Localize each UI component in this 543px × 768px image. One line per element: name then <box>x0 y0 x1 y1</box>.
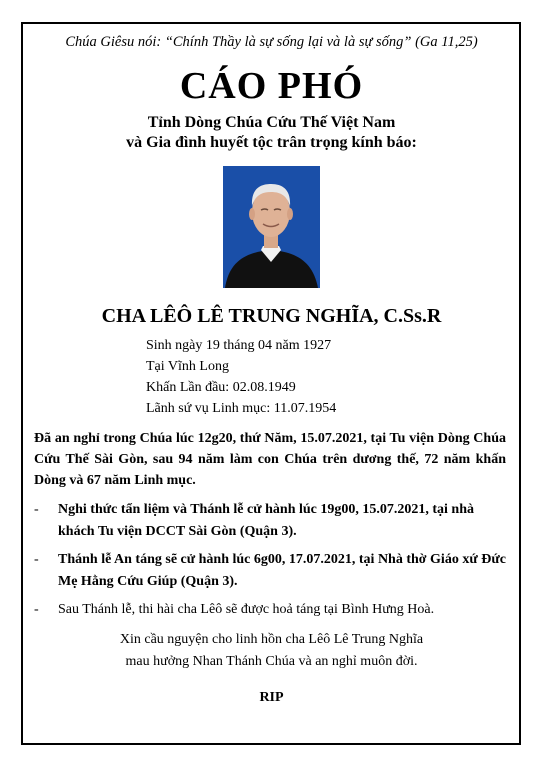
prayer-line-1: Xin cầu nguyện cho linh hồn cha Lêô Lê Trung Nghĩa <box>119 632 424 647</box>
portrait-photo <box>223 166 320 288</box>
deceased-name: CHA LÊÔ LÊ TRUNG NGHĨA, C.Ss.R <box>101 305 442 327</box>
passing-announcement: Đã an nghỉ trong Chúa lúc 12g20, thứ Năm, 15.07.2021, tại Tu viện Dòng Chúa Cứu Thế Sài Gòn, sau 94 năm làm con Chúa trên dương thế, 72 năm khấn Dòng và 67 năm Linh mục. <box>34 431 506 488</box>
ordination: Lãnh sứ vụ Linh mục: 11.07.1954 <box>146 401 337 416</box>
birth-place: Tại Vĩnh Long <box>146 359 229 374</box>
bullet-dash: - <box>34 502 39 517</box>
birth-date: Sinh ngày 19 tháng 04 năm 1927 <box>146 338 332 353</box>
prayer-line-2: mau hưởng Nhan Thánh Chúa và an nghỉ muôn đời. <box>125 654 418 669</box>
rip-text: RIP <box>259 690 284 705</box>
page-title: CÁO PHÓ <box>179 65 364 107</box>
portrait-illustration <box>223 166 320 288</box>
funeral-mass-info: Thánh lễ An táng sẽ cử hành lúc 6g00, 17.07.2021, tại Nhà thờ Giáo xứ Đức Mẹ Hằng Cứu Giúp (Quận 3). <box>58 552 506 589</box>
first-vows: Khấn Lần đầu: 02.08.1949 <box>146 380 296 395</box>
bullet-dash: - <box>34 602 39 617</box>
cremation-info: Sau Thánh lễ, thi hài cha Lêô sẽ được hoả táng tại Bình Hưng Hoà. <box>58 602 435 617</box>
bullet-dash: - <box>34 552 39 567</box>
scripture-quote: Chúa Giêsu nói: “Chính Thầy là sự sống lại và là sự sống” (Ga 11,25) <box>65 34 478 50</box>
subtitle-line-1: Tỉnh Dòng Chúa Cứu Thế Việt Nam <box>147 114 396 131</box>
subtitle-line-2: và Gia đình huyết tộc trân trọng kính báo: <box>126 134 417 151</box>
wake-mass-info: Nghi thức tẩn liệm và Thánh lễ cử hành lúc 19g00, 15.07.2021, tại nhà khách Tu viện DCCT Sài Gòn (Quận 3). <box>58 502 474 539</box>
